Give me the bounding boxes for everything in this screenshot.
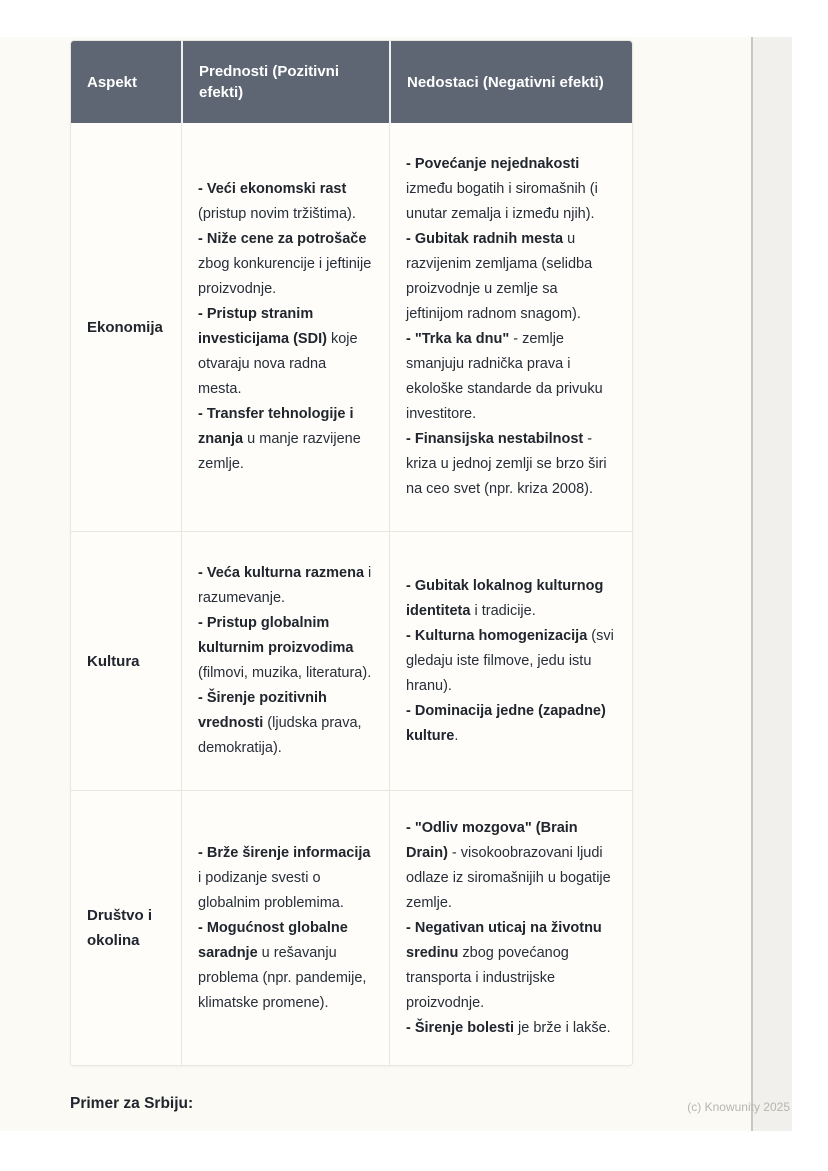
cons-cell: - Povećanje nejednakosti između bogatih i siromašnih (i unutar zemalja i između njih). - Gubitak radnih mesta u razvijenim zemljama (selidba proizvodnje u zemlje sa jeftinijom radnom snagom). - "Trka ka dnu" - zemlje smanjuju radnička prava i ekološke standarde da privuku investitore. - Finansijska nestabilnost - kriza u jednoj zemlji se brzo širi na ceo svet (npr. kriza 2008).: [389, 123, 633, 531]
pros-cell: - Veći ekonomski rast (pristup novim tržištima). - Niže cene za potrošače zbog konkurencije i jeftinije proizvodnje. - Pristup stranim investicijama (SDI) koje otvaraju nova radna mesta. - Transfer tehnologije i znanja u manje razvijene zemlje.: [181, 123, 389, 531]
cons-cell: - "Odliv mozgova" (Brain Drain) - visokoobrazovani ljudi odlaze iz siromašnijih u bogatije zemlje. - Negativan uticaj na životnu sredinu zbog povećanog transporta i industrijske proizvodnje. - Širenje bolesti je brže i lakše.: [389, 790, 633, 1065]
header-cell-pros: [181, 41, 389, 123]
aspect-cell: Društvo i okolina: [71, 790, 181, 1065]
table-row: [71, 531, 633, 790]
header-label: Aspekt: [87, 73, 138, 91]
cons-cell: - Gubitak lokalnog kulturnog identiteta i tradicije. - Kulturna homogenizacija (svi gledaju iste filmove, jedu istu hranu). - Dominacija jedne (zapadne) kulture.: [389, 531, 633, 790]
watermark: (c) Knowunity 2025: [687, 1100, 790, 1114]
header-label: Prednosti (Pozitivni efekti): [199, 63, 340, 101]
page-gutter: [753, 37, 792, 1131]
document-page: [0, 37, 751, 1131]
header-label: Nedostaci (Negativni efekti): [407, 73, 604, 91]
table-row: [71, 123, 633, 531]
header-cell-cons: [389, 41, 633, 123]
table-row: [71, 790, 633, 1065]
aspect-cell: Ekonomija: [71, 123, 181, 531]
pros-cell: - Brže širenje informacija i podizanje svesti o globalnim problemima. - Mogućnost globalne saradnje u rešavanju problema (npr. pandemije, klimatske promene).: [181, 790, 389, 1065]
pros-cell: - Veća kulturna razmena i razumevanje. - Pristup globalnim kulturnim proizvodima (filmovi, muzika, literatura). - Širenje pozitivnih vrednosti (ljudska prava, demokratija).: [181, 531, 389, 790]
aspect-cell: Kultura: [71, 531, 181, 790]
comparison-table: [70, 40, 633, 1066]
section-heading: Primer za Srbiju:: [70, 1095, 194, 1112]
header-cell-aspect: [71, 41, 181, 123]
table-header-row: [71, 41, 633, 123]
